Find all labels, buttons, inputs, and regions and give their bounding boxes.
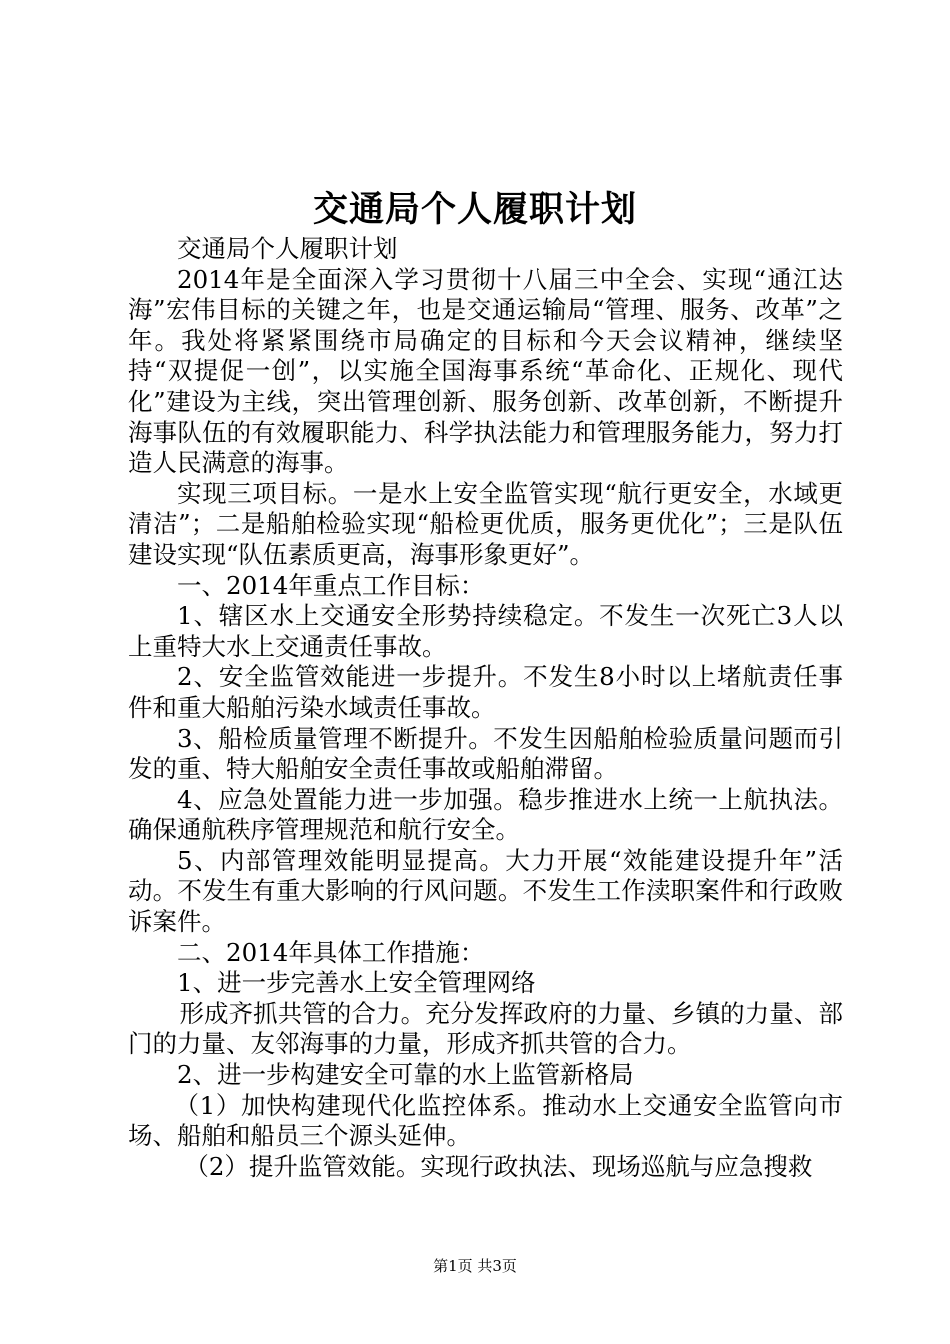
paragraph-goal-2: 2、安全监管效能进一步提升。不发生8小时以上堵航责任事件和重大船舶污染水域责任事故。	[128, 662, 843, 722]
page-number-footer: 第1页 共3页	[433, 1257, 517, 1275]
paragraph-measure-2-item-2: （2）提升监管效能。实现行政执法、现场巡航与应急搜救	[184, 1151, 813, 1181]
paragraph-three-goals: 实现三项目标。一是水上安全监管实现“航行更安全，水域更清洁”；二是船舶检验实现“船检更优质，服务更优化”；三是队伍建设实现“队伍素质更高，海事形象更好”。	[128, 478, 843, 569]
paragraph-goal-5: 5、内部管理效能明显提高。大力开展“效能建设提升年”活动。不发生有重大影响的行风问题。不发生工作渎职案件和行政败诉案件。	[128, 845, 843, 937]
paragraph-measure-1-heading: 1、进一步完善水上安全管理网络	[177, 968, 536, 998]
section-heading-measures: 二、2014年具体工作措施：	[177, 937, 485, 967]
paragraph-measure-2-heading: 2、进一步构建安全可靠的水上监管新格局	[177, 1060, 634, 1090]
paragraph-measure-2-item-1: （1）加快构建现代化监控体系。推动水上交通安全监管向市场、船舶和船员三个源头延伸。	[128, 1090, 843, 1151]
paragraph-intro: 2014年是全面深入学习贯彻十八届三中全会、实现“通江达海”宏伟目标的关键之年，也是交通运输局“管理、服务、改革”之年。我处将紧紧围绕市局确定的目标和今天会议精神，继续坚持“双提促一创”，以实施全国海事系统“革命化、正规化、现代化”建设为主线，突出管理创新、服务创新、改革创新，不断提升海事队伍的有效履职能力、科学执法能力和管理服务能力，努力打造人民满意的海事。	[128, 264, 843, 478]
document-body	[128, 234, 843, 1182]
document-title: 交通局个人履职计划	[312, 189, 637, 230]
section-heading-key-goals: 一、2014年重点工作目标：	[177, 570, 485, 600]
paragraph-subtitle: 交通局个人履职计划	[177, 234, 398, 263]
paragraph-goal-4: 4、应急处置能力进一步加强。稳步推进水上统一上航执法。确保通航秩序管理规范和航行安全。	[128, 784, 843, 845]
paragraph-goal-3: 3、船检质量管理不断提升。不发生因船舶检验质量问题而引发的重、特大船舶安全责任事故或船舶滞留。	[128, 723, 843, 784]
paragraph-goal-1: 1、辖区水上交通安全形势持续稳定。不发生一次死亡3人以上重特大水上交通责任事故。	[128, 601, 843, 661]
paragraph-measure-1-body: 形成齐抓共管的合力。充分发挥政府的力量、乡镇的力量、部门的力量、友邻海事的力量，形成齐抓共管的合力。	[128, 998, 843, 1059]
